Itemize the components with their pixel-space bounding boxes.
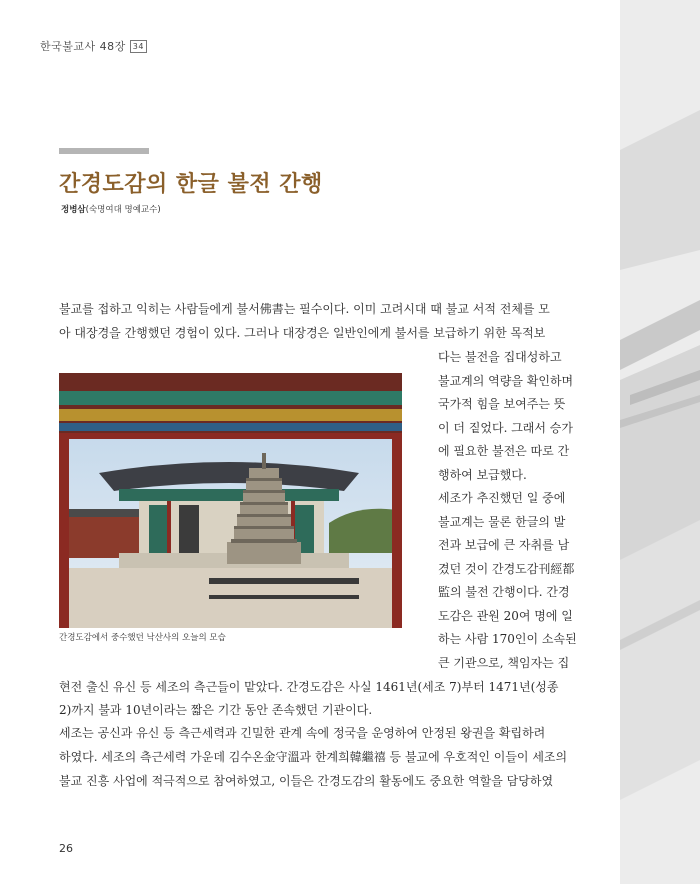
column-line: 다는 불전을 집대성하고 — [438, 350, 562, 364]
column-line: 불교계의 역량을 확인하며 — [438, 373, 574, 388]
running-header — [40, 38, 147, 54]
column-line: 세조가 추진했던 일 중에 — [438, 491, 566, 505]
column-line: 행하여 보급했다. — [438, 467, 527, 482]
chapter-badge: 34 — [130, 40, 147, 53]
temple-roof-pattern — [620, 0, 700, 884]
column-line: 불교계는 물론 한글의 발 — [438, 514, 566, 529]
page-number: 26 — [59, 842, 73, 855]
body-line-2: 아 대장경을 간행했던 경험이 있다. 그러나 대장경은 일반인에게 불서를 보급하기 위한 목적보 — [59, 326, 546, 340]
column-line: 겼던 것이 간경도감刊經都 — [438, 561, 575, 576]
body-line-1: 불교를 접하고 익히는 사람들에게 불서佛書는 필수이다. 이미 고려시대 때 불교 서적 전체를 모 — [59, 302, 550, 316]
photo-caption: 간경도감에서 중수했던 낙산사의 오늘의 모습 — [59, 633, 226, 643]
body-line-3: 현전 출신 유신 등 세조의 측근들이 맡았다. 간경도감은 사실 1461년(세조 7)부터 1471년(성종 — [59, 680, 559, 694]
column-line: 에 필요한 불전은 따로 간 — [438, 444, 570, 458]
author-affiliation: (숙명여대 명예교수) — [85, 205, 161, 215]
body-line-6: 하였다. 세조의 측근세력 가운데 김수온金守溫과 한계희韓繼禧 등 불교에 우호적인 이들이 세조의 — [59, 750, 568, 764]
header-text: 한국불교사 48장 — [40, 40, 126, 53]
byline — [61, 203, 161, 215]
column-line: 국가적 힘을 보여주는 뜻 — [438, 397, 566, 411]
column-line: 전과 보급에 큰 자취를 남 — [438, 538, 570, 552]
body-line-4: 2)까지 불과 10년이라는 짧은 기간 동안 존속했던 기관이다. — [59, 703, 373, 717]
body-line-7: 불교 진흥 사업에 적극적으로 참여하였고, 이들은 간경도감의 활동에도 중요한 역할을 담당하였 — [59, 774, 554, 788]
temple-photo — [59, 373, 402, 628]
article-title: 간경도감의 한글 불전 간행 — [59, 171, 323, 197]
decorative-side-strip — [620, 0, 700, 884]
column-line: 도감은 관원 20여 명에 일 — [438, 608, 573, 623]
column-line: 큰 기관으로, 책임자는 집 — [438, 655, 570, 670]
body-line-5: 세조는 공신과 유신 등 측근세력과 긴밀한 관계 속에 정국을 운영하여 안정된 왕권을 확립하려 — [59, 726, 546, 740]
naksansa-temple-image — [59, 373, 402, 628]
column-line: 이 더 짙었다. 그래서 승가 — [438, 420, 573, 435]
author-name: 정병삼 — [61, 205, 86, 215]
column-line: 監의 불전 간행이다. 간경 — [438, 585, 570, 599]
title-rule — [59, 148, 149, 154]
column-line: 하는 사람 170인이 소속된 — [438, 632, 577, 646]
